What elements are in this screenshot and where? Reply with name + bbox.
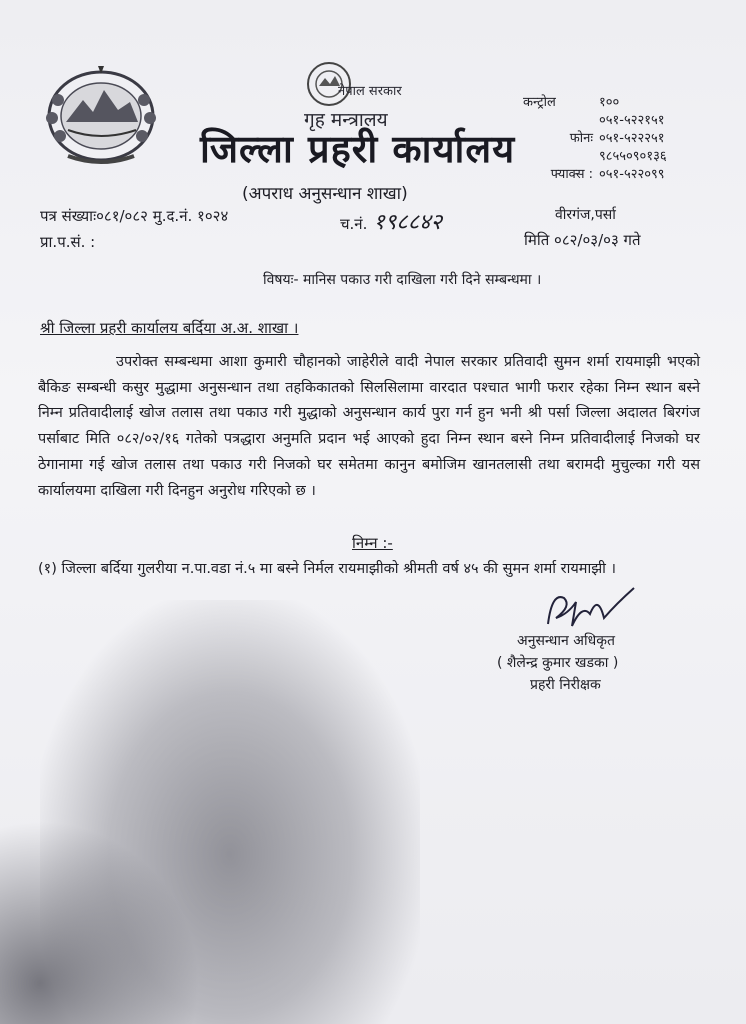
fax-label: फ्याक्स : [550,167,593,182]
office-place: वीरगंज,पर्सा [555,207,616,223]
signatory-rank: प्रहरी निरीक्षक [530,677,601,693]
handwritten-signature [542,584,642,634]
list-heading: निम्न :- [352,534,393,552]
addressee: श्री जिल्ला प्रहरी कार्यालय बर्दिया अ.अ. शाखा । [40,319,299,337]
control-label: कन्ट्रोल [523,95,556,110]
signatory-role: अनुसन्धान अधिकृत [517,633,615,649]
dispatch-label: च.नं. [340,215,368,233]
nepal-emblem-icon [38,60,164,170]
reference-number: प्रा.प.सं. : [40,233,96,251]
list-item: (१) जिल्ला बर्दिया गुलरीया न.पा.वडा नं.५ मा बस्ने निर्मल रायमाझीको श्रीमती वर्ष ४५ की सुमन शर्मा रायमाझी । [38,561,617,577]
phone-1: ०५१-५२२१५१ [599,113,665,128]
control-value: १०० [599,95,620,110]
photo-shadow-corner [0,820,200,1024]
phone-2: ०५१-५२२२५१ [599,131,665,146]
ministry-name: गृह मन्त्रालय [304,109,388,131]
letter-number: पत्र संख्याः०८१/०८२ मु.द.नं. १०२४ [40,207,229,225]
phone-label: फोनः [569,131,593,146]
phone-3: ९८५५०९०१३६ [599,149,667,164]
government-line: नेपाल सरकार [338,84,402,99]
letter-date: मिति ०८२/०३/०३ गते [524,231,641,249]
letter-body: उपरोक्त सम्बन्धमा आशा कुमारी चौहानको जाहेरीले वादी नेपाल सरकार प्रतिवादी सुमन शर्मा रायमाझी भएको बैकिङ सम्बन्धी कसुर मुद्धामा अनुसन्धान तथा तहकिकातको सिलसिलामा वारदात पश्चात भागी फरार रहेका निम्न स्थान बस्ने निम्न प्रतिवादीलाई खोज तलास तथा पकाउ गरी मुद्धाको अनुसन्धान कार्य पुरा गर्न हुन भनी श्री पर्सा जिल्ला अदालत बिरगंज पर्साबाट मिति ०८२/०२/१६ गतेको पत्रद्धारा अनुमति प्रदान भई आएको हुदा निम्न स्थान बस्ने निम्न प्रतिवादीलाई निजको घर ठेगानामा गई खोज तलास तथा पकाउ गरी निजको घर समेतमा कानुन बमोजिम खानतलासी तथा बरामदी मुचुल्का गरी यस कार्यालयमा दाखिला गरी दिनहुन अनुरोध गरिएको छ । [38,354,700,499]
office-title: जिल्ला प्रहरी कार्यालय [200,127,516,171]
signatory-name: ( शैलेन्द्र कुमार खडका ) [497,655,619,671]
contact-block [523,94,699,184]
subject-line: विषयः- मानिस पकाउ गरी दाखिला गरी दिने सम्बन्धमा । [263,272,542,288]
dispatch-number [340,206,442,236]
fax-value: ०५१-५२२०९९ [599,167,665,182]
branch-name: (अपराध अनुसन्धान शाखा) [242,184,408,204]
dispatch-handwritten: १९८८४२ [373,210,443,235]
